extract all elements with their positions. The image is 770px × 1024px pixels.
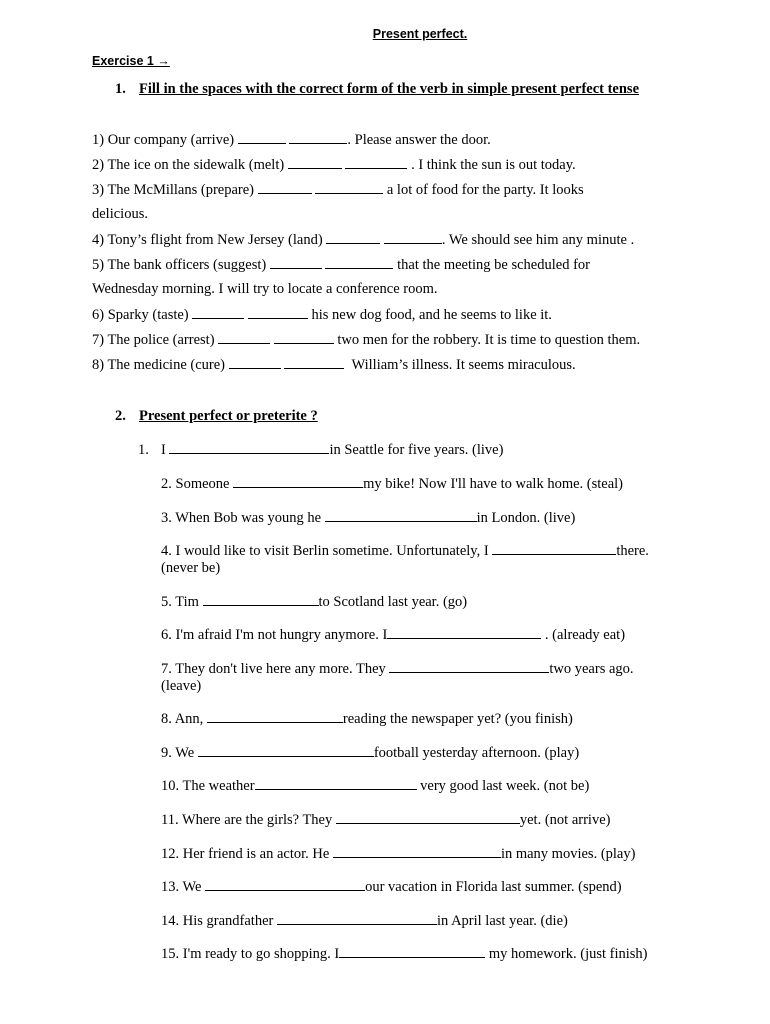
item-text: (leave): [161, 678, 202, 694]
item-text: in London. (live): [476, 510, 576, 526]
line-text: that the meeting be scheduled for: [397, 257, 590, 273]
section-2-heading-text: Present perfect or preterite ?: [139, 408, 318, 424]
list-item: [161, 509, 681, 527]
item-text: 2. Someone: [161, 476, 230, 492]
list-item: [161, 593, 681, 611]
blank[interactable]: [198, 744, 374, 757]
list-item: [161, 626, 681, 644]
blank[interactable]: [315, 181, 383, 194]
item-text: 3. When Bob was young he: [161, 510, 322, 526]
item-text: reading the newspaper yet? (you finish): [342, 711, 573, 727]
section-2-heading: [115, 408, 318, 425]
blank[interactable]: [289, 131, 347, 144]
item-text: 15. I'm ready to go shopping. I: [161, 946, 340, 962]
line-text: 8) The medicine (cure): [92, 357, 225, 373]
blank[interactable]: [192, 306, 244, 319]
exercise-line: [92, 356, 576, 374]
line-text: Wednesday morning. I will try to locate a conference room.: [92, 281, 438, 297]
list-item: [161, 811, 681, 829]
list-item: [161, 710, 681, 728]
list-item: [161, 878, 681, 896]
blank[interactable]: [238, 131, 286, 144]
blank[interactable]: [270, 256, 322, 269]
item-text: 14. His grandfather: [161, 913, 274, 929]
blank[interactable]: [325, 256, 393, 269]
blank[interactable]: [389, 660, 549, 673]
list-item: [161, 475, 681, 493]
item-text: there.: [616, 543, 649, 559]
exercise-line: [92, 281, 438, 298]
exercise-line: [92, 206, 148, 223]
item-text: my bike! Now I'll have to walk home. (steal): [363, 476, 624, 492]
blank[interactable]: [229, 356, 281, 369]
blank[interactable]: [205, 878, 365, 891]
blank[interactable]: [284, 356, 344, 369]
list-item: [161, 845, 681, 863]
item-text: our vacation in Florida last summer. (spend): [365, 879, 622, 895]
exercise-label: Exercise 1 →: [92, 54, 170, 68]
item-text: in many movies. (play): [500, 846, 636, 862]
line-text: 5) The bank officers (suggest): [92, 257, 267, 273]
line-text: two men for the robbery. It is time to question them.: [337, 332, 641, 348]
section-2-number: 2.: [115, 408, 126, 424]
blank[interactable]: [255, 777, 417, 790]
exercise-line: [92, 156, 576, 174]
list-item: [161, 777, 681, 795]
line-text: . Please answer the door.: [347, 132, 491, 148]
line-text: William’s illness. It seems miraculous.: [351, 357, 576, 373]
blank[interactable]: [345, 156, 407, 169]
line-text: 6) Sparky (taste): [92, 307, 189, 323]
item-text: two years ago.: [549, 661, 634, 677]
item-text: in April last year. (die): [436, 913, 568, 929]
blank[interactable]: [169, 441, 329, 454]
item-number: 1.: [138, 442, 149, 458]
list-item: [161, 660, 681, 695]
exercise-line: [92, 131, 491, 149]
blank[interactable]: [258, 181, 312, 194]
blank[interactable]: [203, 593, 319, 606]
line-text: 2) The ice on the sidewalk (melt): [92, 157, 285, 173]
item-text: football yesterday afternoon. (play): [373, 745, 580, 761]
exercise-line: [92, 256, 590, 274]
list-item: [161, 912, 681, 930]
section-1-number: 1.: [115, 81, 126, 97]
blank[interactable]: [492, 542, 616, 555]
blank[interactable]: [218, 331, 270, 344]
item-text: to Scotland last year. (go): [318, 594, 468, 610]
item-text: my homework. (just finish): [488, 946, 648, 962]
blank[interactable]: [387, 626, 541, 639]
item-text: 8. Ann,: [161, 711, 204, 727]
item-text: yet. (not arrive): [519, 812, 611, 828]
blank[interactable]: [207, 710, 343, 723]
item-text: 5. Tim: [161, 594, 199, 610]
line-text: . We should see him any minute .: [441, 232, 635, 248]
item-text: 4. I would like to visit Berlin sometime. Unfortunately, I: [161, 543, 489, 559]
item-text: I: [161, 442, 166, 458]
blank[interactable]: [384, 231, 442, 244]
item-text: 6. I'm afraid I'm not hungry anymore. I: [161, 627, 388, 643]
line-text: 4) Tony’s flight from New Jersey (land): [92, 232, 323, 248]
line-text: 3) The McMillans (prepare): [92, 182, 254, 198]
blank[interactable]: [233, 475, 363, 488]
list-item: [161, 542, 681, 577]
item-text: 11. Where are the girls? They: [161, 812, 333, 828]
blank[interactable]: [326, 231, 380, 244]
list-item: [161, 744, 681, 762]
line-text: a lot of food for the party. It looks: [386, 182, 584, 198]
item-text: 7. They don't live here any more. They: [161, 661, 386, 677]
blank[interactable]: [277, 912, 437, 925]
line-text: . I think the sun is out today.: [411, 157, 576, 173]
line-text: delicious.: [92, 206, 148, 222]
blank[interactable]: [339, 945, 485, 958]
item-text: 9. We: [161, 745, 195, 761]
line-text: 1) Our company (arrive): [92, 132, 235, 148]
line-text: 7) The police (arrest): [92, 332, 215, 348]
blank[interactable]: [248, 306, 308, 319]
section-1-heading: [115, 81, 639, 98]
list-item: [138, 441, 658, 459]
exercise-line: [92, 231, 634, 249]
blank[interactable]: [333, 845, 501, 858]
blank[interactable]: [325, 509, 477, 522]
item-text: . (already eat): [544, 627, 626, 643]
section-1-heading-text: Fill in the spaces with the correct form of the verb in simple present perfect tense: [139, 81, 640, 97]
page-title: Present perfect.: [372, 27, 468, 41]
item-text: 12. Her friend is an actor. He: [161, 846, 330, 862]
list-item: [161, 945, 681, 963]
blank[interactable]: [336, 811, 520, 824]
blank[interactable]: [274, 331, 334, 344]
exercise-line: [92, 331, 640, 349]
line-text: his new dog food, and he seems to like it.: [311, 307, 552, 323]
item-text: very good last week. (not be): [420, 778, 590, 794]
item-text: 10. The weather: [161, 778, 255, 794]
exercise-line: [92, 306, 552, 324]
item-text: 13. We: [161, 879, 202, 895]
exercise-line: [92, 181, 584, 199]
item-text: (never be): [161, 560, 221, 576]
item-text: in Seattle for five years. (live): [329, 442, 504, 458]
blank[interactable]: [288, 156, 342, 169]
